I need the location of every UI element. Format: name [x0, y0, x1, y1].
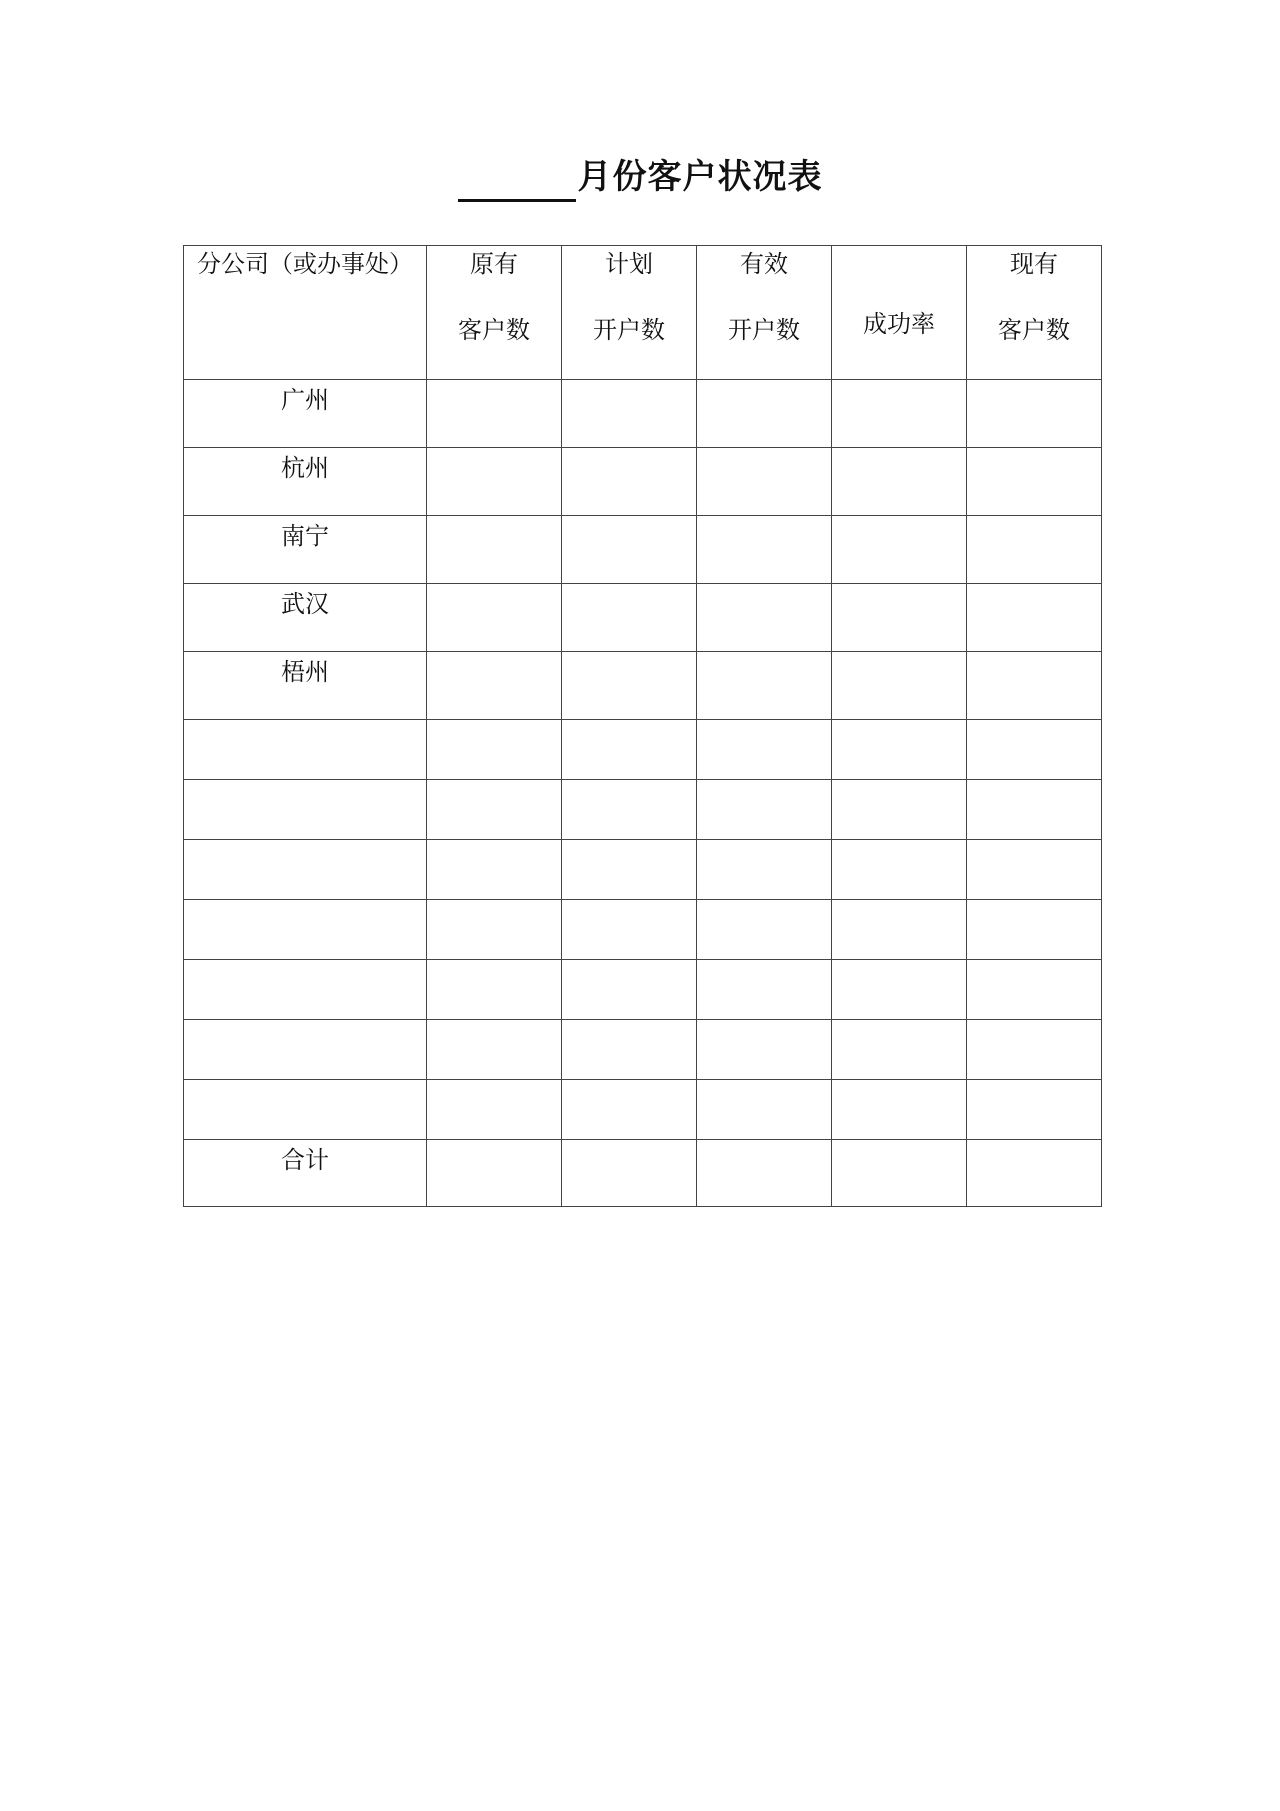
table-row [184, 1020, 1102, 1080]
data-cell [967, 380, 1102, 448]
table-row [184, 380, 1102, 448]
header-original-line2: 客户数 [458, 316, 530, 344]
data-cell [697, 900, 832, 960]
data-cell [562, 840, 697, 900]
data-cell [967, 652, 1102, 720]
data-cell [832, 1080, 967, 1140]
table-row [184, 780, 1102, 840]
data-cell [967, 780, 1102, 840]
data-cell [427, 652, 562, 720]
data-cell [832, 380, 967, 448]
data-cell [697, 516, 832, 584]
data-cell [562, 1140, 697, 1207]
branch-name: 梧州 [281, 658, 329, 686]
table-row [184, 720, 1102, 780]
data-cell [427, 900, 562, 960]
data-cell [562, 1080, 697, 1140]
total-label-cell [184, 1140, 427, 1207]
month-blank-line [458, 159, 576, 202]
data-cell [832, 840, 967, 900]
header-valid-line2: 开户数 [728, 316, 800, 344]
data-cell [562, 380, 697, 448]
data-cell [832, 448, 967, 516]
data-cell [427, 516, 562, 584]
total-row [184, 1140, 1102, 1207]
data-cell [697, 1140, 832, 1207]
data-cell [427, 1080, 562, 1140]
branch-name: 广州 [281, 386, 329, 414]
data-cell [967, 448, 1102, 516]
branch-name [184, 960, 426, 966]
table-row [184, 584, 1102, 652]
data-cell [427, 1140, 562, 1207]
table-row [184, 652, 1102, 720]
data-cell [967, 840, 1102, 900]
data-cell [427, 380, 562, 448]
branch-cell [184, 516, 427, 584]
data-cell [427, 584, 562, 652]
data-cell [697, 584, 832, 652]
data-cell [697, 780, 832, 840]
header-success-rate-label: 成功率 [863, 310, 935, 338]
customer-status-table [183, 245, 1102, 1207]
data-cell [427, 448, 562, 516]
branch-cell [184, 380, 427, 448]
data-cell [562, 900, 697, 960]
data-cell [562, 720, 697, 780]
branch-cell [184, 1080, 427, 1140]
header-planned-line2: 开户数 [593, 316, 665, 344]
data-cell [697, 720, 832, 780]
data-cell [697, 652, 832, 720]
header-current-line1: 现有 [1010, 250, 1058, 278]
header-original-line1: 原有 [470, 250, 518, 278]
table-header-row [184, 246, 1102, 380]
header-current-line2: 客户数 [998, 316, 1070, 344]
header-planned-accounts [562, 246, 697, 380]
data-cell [832, 900, 967, 960]
branch-name [184, 720, 426, 726]
data-cell [562, 584, 697, 652]
data-cell [562, 780, 697, 840]
data-cell [427, 720, 562, 780]
data-cell [562, 652, 697, 720]
data-cell [427, 840, 562, 900]
branch-cell [184, 900, 427, 960]
header-original-customers [427, 246, 562, 380]
table-row [184, 900, 1102, 960]
data-cell [562, 516, 697, 584]
branch-name [184, 900, 426, 906]
table-row [184, 1080, 1102, 1140]
data-cell [562, 1020, 697, 1080]
data-cell [832, 516, 967, 584]
branch-cell [184, 780, 427, 840]
data-cell [427, 960, 562, 1020]
data-cell [832, 1140, 967, 1207]
header-current-customers [967, 246, 1102, 380]
header-success-rate [832, 246, 967, 380]
data-cell [562, 448, 697, 516]
branch-name: 杭州 [281, 454, 329, 482]
data-cell [697, 1080, 832, 1140]
header-branch [184, 246, 427, 380]
data-cell [697, 840, 832, 900]
branch-name [184, 840, 426, 846]
branch-cell [184, 652, 427, 720]
branch-cell [184, 720, 427, 780]
branch-name [184, 780, 426, 786]
data-cell [832, 652, 967, 720]
header-branch-label: 分公司（或办事处） [197, 250, 413, 278]
data-cell [697, 1020, 832, 1080]
branch-cell [184, 960, 427, 1020]
table-row [184, 448, 1102, 516]
branch-name [184, 1080, 426, 1086]
branch-cell [184, 1020, 427, 1080]
branch-cell [184, 840, 427, 900]
data-cell [427, 780, 562, 840]
data-cell [832, 720, 967, 780]
data-cell [967, 720, 1102, 780]
data-cell [562, 960, 697, 1020]
data-cell [967, 1140, 1102, 1207]
header-valid-line1: 有效 [740, 250, 788, 278]
data-cell [967, 584, 1102, 652]
data-cell [697, 448, 832, 516]
table-row [184, 840, 1102, 900]
page-title-text: 月份客户状况表 [577, 157, 823, 197]
header-planned-line1: 计划 [605, 250, 653, 278]
data-cell [967, 1020, 1102, 1080]
data-cell [832, 1020, 967, 1080]
data-cell [697, 380, 832, 448]
data-cell [832, 780, 967, 840]
table-row [184, 516, 1102, 584]
branch-name: 南宁 [281, 522, 329, 550]
data-cell [832, 584, 967, 652]
data-cell [967, 516, 1102, 584]
page-title [0, 152, 1280, 202]
branch-cell [184, 584, 427, 652]
data-cell [967, 960, 1102, 1020]
branch-cell [184, 448, 427, 516]
branch-name: 武汉 [281, 590, 329, 618]
data-cell [832, 960, 967, 1020]
data-cell [427, 1020, 562, 1080]
header-valid-accounts [697, 246, 832, 380]
data-cell [967, 1080, 1102, 1140]
table-row [184, 960, 1102, 1020]
data-cell [697, 960, 832, 1020]
total-label: 合计 [281, 1146, 329, 1174]
data-cell [967, 900, 1102, 960]
branch-name [184, 1020, 426, 1026]
